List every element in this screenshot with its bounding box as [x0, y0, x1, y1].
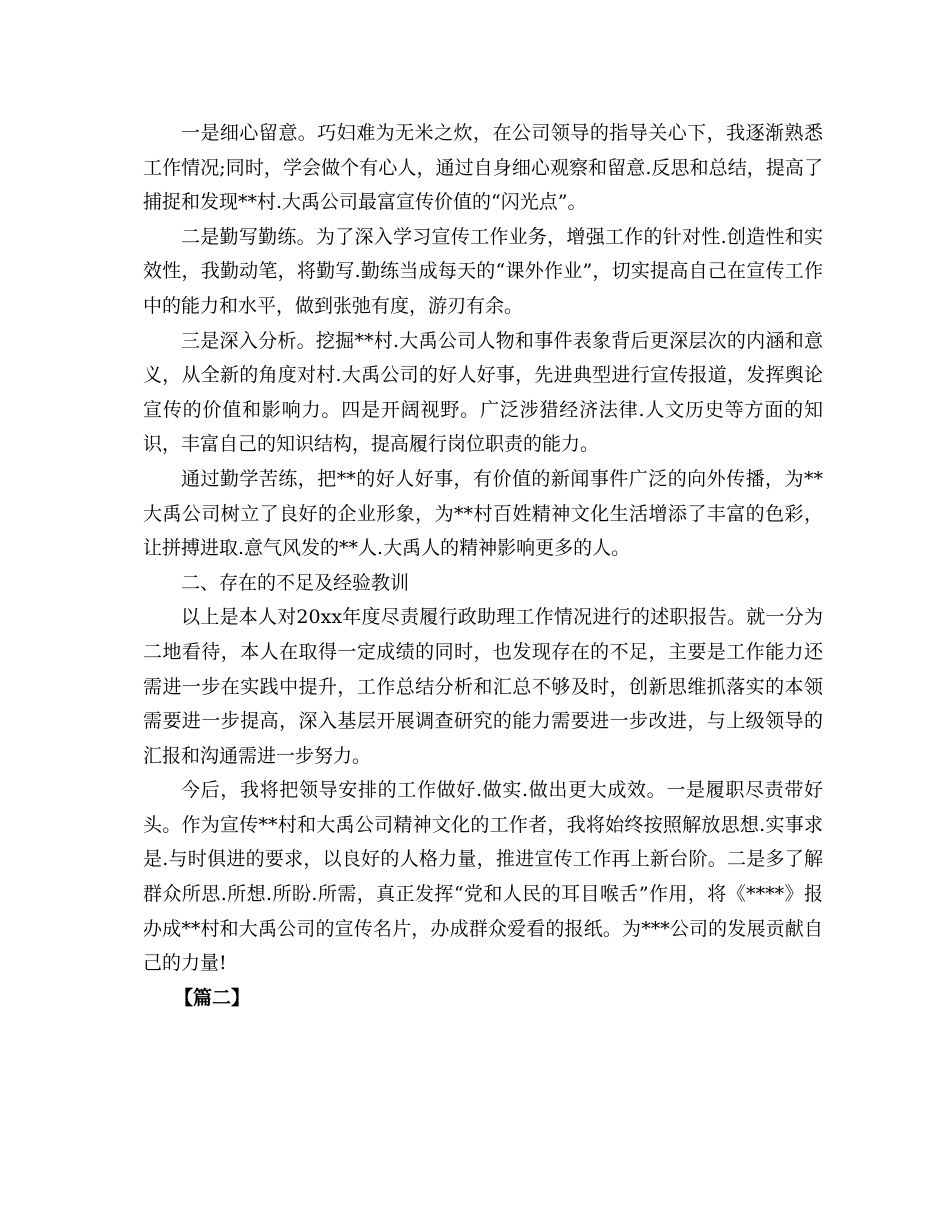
paragraph-3: 三是深入分析。挖掘**村.大禹公司人物和事件表象背后更深层次的内涵和意义，从全新的角度对村.大禹公司的好人好事，先进典型进行宣传报道，发挥舆论宣传的价值和影响力。四是开阔视野。广泛涉猎经济法律.人文历史等方面的知识，丰富自己的知识结构，提高履行岗位职责的能力。 [143, 329, 823, 456]
paragraph-6: 今后，我将把领导安排的工作做好.做实.做出更大成效。一是履职尽责带好头。作为宣传**村和大禹公司精神文化的工作者，我将始终按照解放思想.实事求是.与时俱进的要求，以良好的人格力量，推进宣传工作再上新台阶。二是多了解群众所思.所想.所盼.所需，真正发挥“党和人民的耳目喉舌”作用，将《****》报办成**村和大禹公司的宣传名片，办成群众爱看的报纸。为***公司的发展贡献自己的力量! [143, 779, 823, 975]
document-body [143, 116, 823, 1015]
paragraph-1: 一是细心留意。巧妇难为无米之炊，在公司领导的指导关心下，我逐渐熟悉工作情况;同时，学会做个有心人，通过自身细心观察和留意.反思和总结，提高了捕捉和发现**村.大禹公司最富宣传价值的“闪光点”。 [143, 122, 823, 214]
paragraph-4: 通过勤学苦练，把**的好人好事，有价值的新闻事件广泛的向外传播，为**大禹公司树立了良好的企业形象，为**村百姓精神文化生活增添了丰富的色彩，让拼搏进取.意气风发的**人.大禹人的精神影响更多的人。 [143, 467, 823, 560]
paragraph-2: 二是勤写勤练。为了深入学习宣传工作业务，增强工作的针对性.创造性和实效性，我勤动笔，将勤写.勤练当成每天的“课外作业”，切实提高自己在宣传工作中的能力和水平，做到张弛有度，游刃有余。 [143, 225, 823, 317]
section-tag: 【篇二】 [174, 986, 251, 1009]
section-heading: 二、存在的不足及经验教训 [181, 571, 410, 594]
paragraph-5: 以上是本人对20xx年度尽责履行政助理工作情况进行的述职报告。就一分为二地看待，本人在取得一定成绩的同时，也发现存在的不足，主要是工作能力还需进一步在实践中提升，工作总结分析和汇总不够及时，创新思维抓落实的本领需要进一步提高，深入基层开展调查研究的能力需要进一步改进，与上级领导的汇报和沟通需进一步努力。 [143, 606, 823, 767]
